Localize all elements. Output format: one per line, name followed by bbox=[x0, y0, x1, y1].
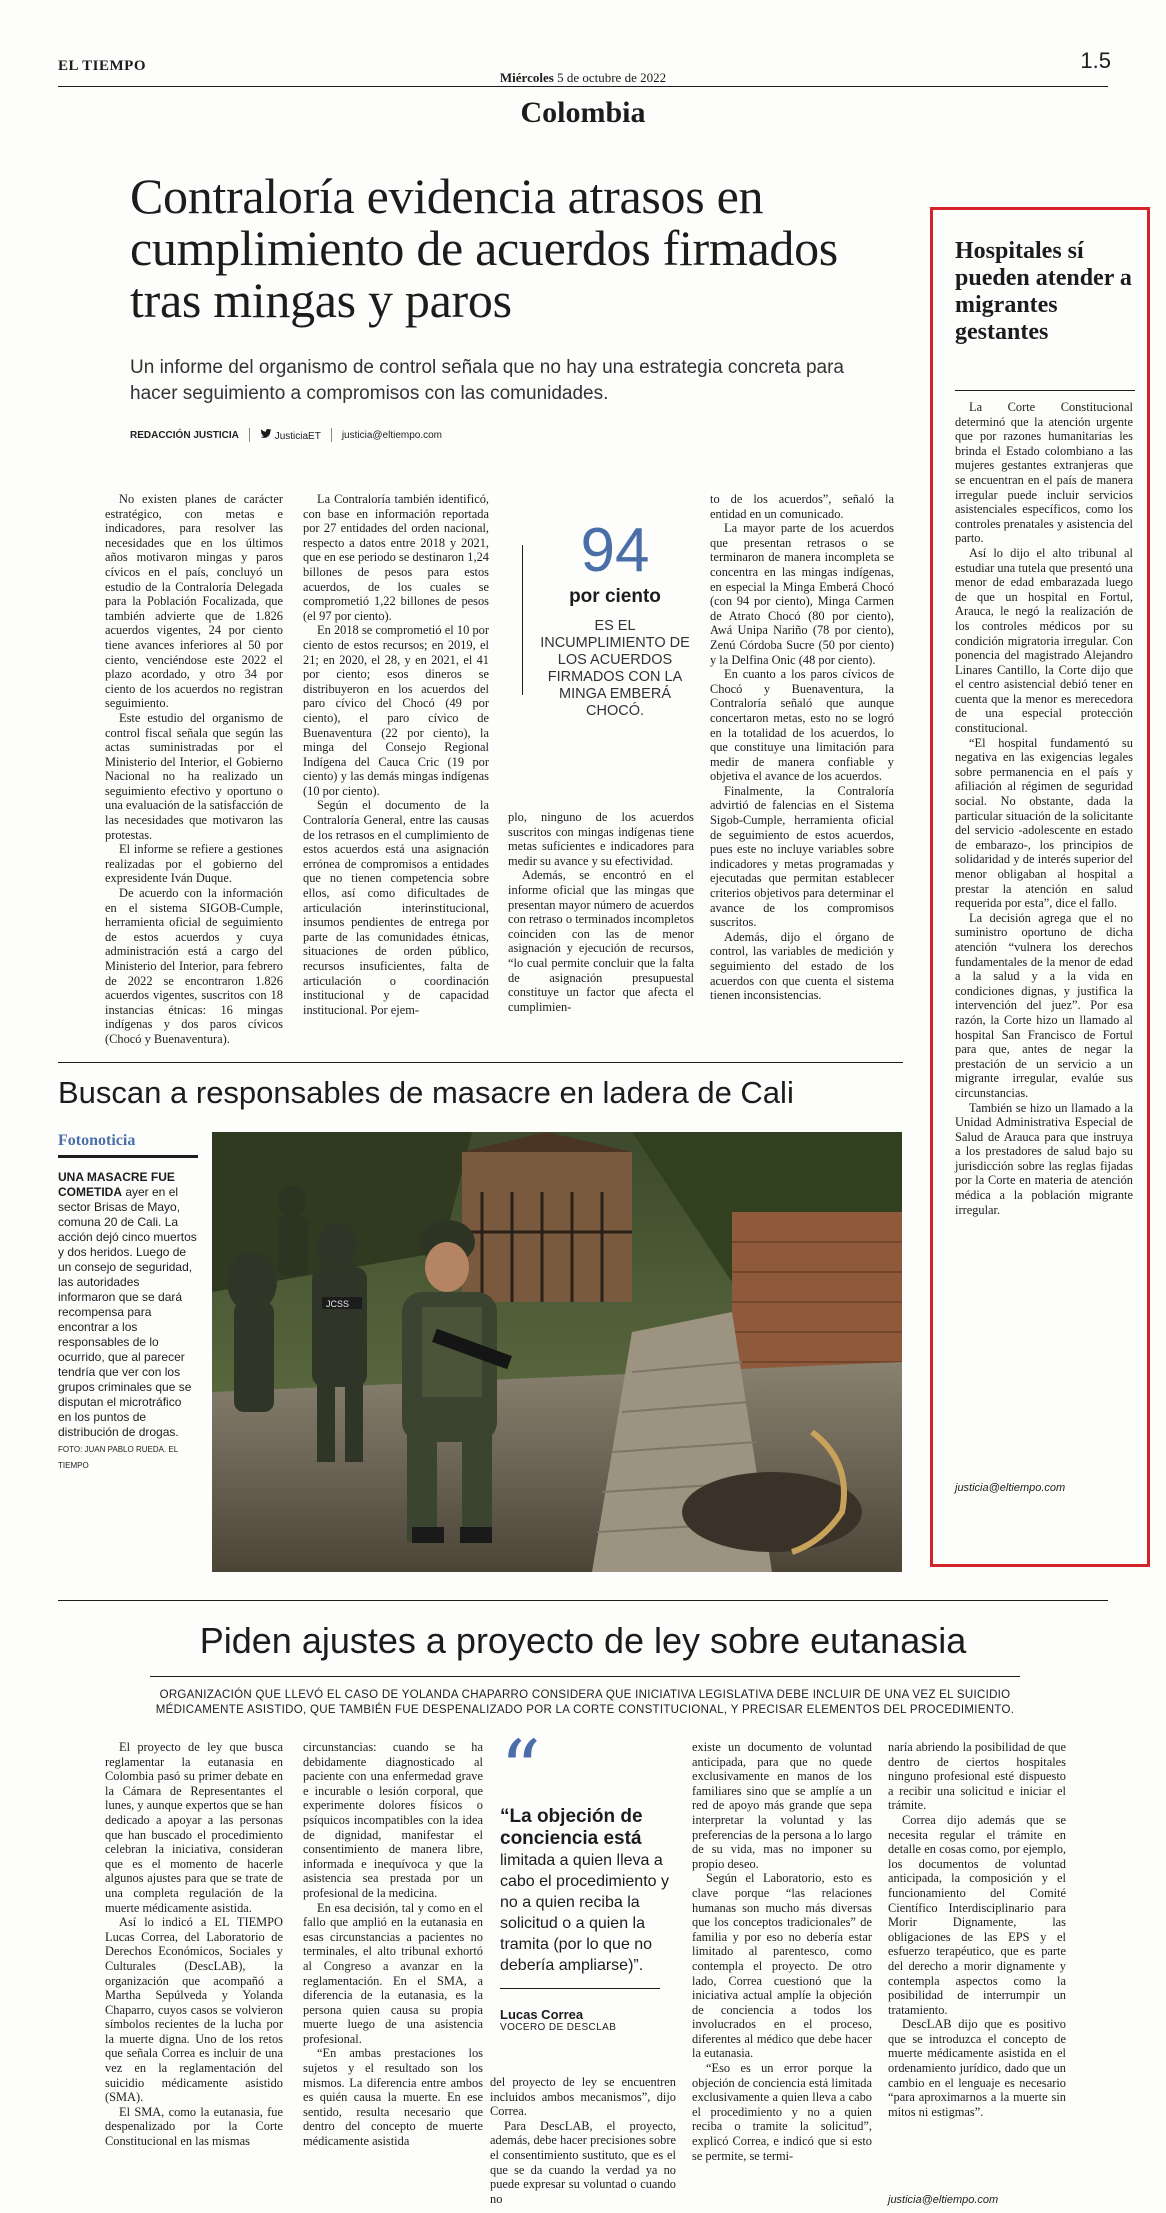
photo-credit: FOTO: JUAN PABLO RUEDA. EL TIEMPO bbox=[58, 1445, 178, 1470]
euthanasia-column-3 bbox=[490, 2075, 676, 2206]
paragraph: De acuerdo con la información en el sistema SIGOB-Cumple, herramienta oficial de seguimiento de estos acuerdos y cuya administración está a cargo del Ministerio del Interior, para febrero de 2022 se encontraron 1.826 acuerdos vigentes, suscritos con 18 instancias étnicas: 16 mingas indígenas y dos paros cívicos (Chocó y Buenaventura). bbox=[105, 886, 283, 1046]
pullquote-rule bbox=[522, 545, 523, 695]
paragraph: Además, dijo el órgano de control, las variables de medición y seguimiento del estado de los acuerdos con que cuenta el sistema tienen inconsistencias. bbox=[710, 929, 894, 1003]
paragraph: del proyecto de ley se encuentren incluidos ambos mecanismos”, dijo Correa. bbox=[490, 2075, 676, 2119]
euthanasia-headline: Piden ajustes a proyecto de ley sobre eutanasia bbox=[199, 1620, 967, 1661]
paragraph: plo, ninguno de los acuerdos suscritos con mingas indígenas tiene metas suficientes e indicadores para medir su avance y su efectividad. bbox=[508, 810, 694, 868]
paragraph: También se hizo un llamado a la Unidad Administrativa Especial de Salud de Arauca para que instruya a los prestadores de salud bajo su jurisdicción sobre las reglas fijadas por la Corte en materia de atención médica a la población migrante irregular. bbox=[955, 1100, 1133, 1217]
paragraph: Este estudio del organismo de control fiscal señala que según las actas suministradas por el Ministerio del Interior, el Gobierno Nacional no ha realizado un seguimiento efectivo y oportuno o una evaluación de la satisfacción de las necesidades que motivaron las protestas. bbox=[105, 710, 283, 842]
main-deck: Un informe del organismo de control señala que no hay una estrategia concreta para hacer seguimiento a compromisos con las comunidades. bbox=[130, 357, 844, 404]
byline-desk: REDACCIÓN JUSTICIA bbox=[130, 429, 239, 441]
sidebar-email[interactable]: justicia@eltiempo.com bbox=[955, 1482, 1066, 1494]
paragraph: En esa decisión, tal y como en el fallo que amplió en la eutanasia en esas circunstancias a pacientes no terminales, el alto tribunal exhortó al Congreso a avanzar en la reglamentación. En el SMA, a diferencia de la eutanasia, es la persona quien causa su propia muerte luego de una asistencia profesional. bbox=[303, 1900, 483, 2046]
euthanasia-column-2 bbox=[303, 1740, 483, 2149]
byline-separator bbox=[331, 428, 332, 442]
paragraph: Según el Laboratorio, esto es clave porque “las relaciones humanas son mucho más diversas que los conceptos tradicionales” de familia y por eso no debería estar limitado al parentesco, como contempla el proyecto. De otro lado, Correa cuestionó que la iniciativa actual amplíe la objeción de conciencia a todos los involucrados en el proceso, diferentes al médico que debe hacer la eutanasia. bbox=[692, 1871, 872, 2061]
byline-separator bbox=[249, 428, 250, 442]
section-title: Colombia bbox=[520, 96, 646, 129]
date-rest: 5 de octubre de 2022 bbox=[553, 70, 667, 85]
paragraph: to de los acuerdos”, señaló la entidad en un comunicado. bbox=[710, 492, 894, 521]
paragraph: circunstancias: cuando se ha debidamente diagnosticado al paciente con una enfermedad grave e incurable o lesión corporal, que experimente dolores físicos o psíquicos incompatibles con la idea de dignidad, manifestar el consentimiento de manera libre, informada e inequívoca y que la asistencia sea prestada por un profesional de la medicina. bbox=[303, 1740, 483, 1900]
main-column-2 bbox=[303, 492, 489, 1017]
quote-mark-icon: “ bbox=[500, 1723, 541, 1816]
stat-unit: por ciento bbox=[569, 586, 661, 607]
newspaper-logo: EL TIEMPO bbox=[58, 58, 146, 74]
quote-text: limitada a quien lleva a cabo el procedimiento y no a quien reciba la solicitud o a quien la tramita (por lo que no debería ampliarse)”. bbox=[500, 1852, 669, 1974]
vest-label: JCSS bbox=[326, 1299, 350, 1309]
sidebar-headline: Hospitales sí pueden atender a migrantes gestantes bbox=[955, 238, 1132, 345]
photo-story-tag-rule bbox=[58, 1155, 198, 1158]
sidebar-body bbox=[955, 400, 1133, 1217]
stat-text: ES EL INCUMPLIMIENTO DE LOS ACUERDOS FIRMADOS CON LA MINGA EMBERÁ CHOCÓ. bbox=[540, 618, 690, 719]
quote-author: Lucas Correa bbox=[500, 2007, 584, 2022]
paragraph: En 2018 se comprometió el 10 por ciento de estos recursos; en 2019, el 21; en 2020, el 28, y en 2021, el 41 por ciento; esos dineros se distribuyeron en los acuerdos del paro cívico del Chocó (49 por ciento), el paro cívico de Buenaventura (22 por ciento), la minga del Consejo Regional Indígena del Cauca Cric (19 por ciento) y las demás mingas indígenas (10 por ciento). bbox=[303, 623, 489, 798]
paragraph: existe un documento de voluntad anticipada, para que no quede exclusivamente en manos de los familiares sino que se amplíe a un red de apoyo más grande que sepa interpretar la voluntad y las preferencias de la persona a lo largo de su vida, mas no imponer su propio deseo. bbox=[692, 1740, 872, 1871]
paragraph: “Eso es un error porque la objeción de conciencia está limitada exclusivamente a quien lleva a cabo el procedimiento y no a quien reciba o tramite la solicitud”, explicó Correa, e indicó que si esto se permite, se termi- bbox=[692, 2061, 872, 2163]
paragraph: Finalmente, la Contraloría advirtió de falencias en el Sistema Sigob-Cumple, herramienta oficial de seguimiento de estos acuerdos, pues este no incluye variables sobre indicadores y metas programadas y ejecutadas que permitan establecer criterios objetivos para determinar el avance de los compromisos suscritos. bbox=[710, 783, 894, 930]
main-column-1 bbox=[105, 492, 283, 1047]
quote-lead: “La objeción de conciencia está bbox=[500, 1806, 643, 1849]
caption-lead: UNA MASACRE FUE COMETIDA bbox=[58, 1170, 175, 1199]
twitter-handle[interactable] bbox=[260, 429, 321, 442]
paragraph: Correa dijo además que se necesita regular el trámite en detalle en cosas como, por ejemplo, los documentos de voluntad anticipada, la composición y el funcionamiento del Comité Científico Interdisciplinario para Morir Dignamente, las obligaciones de las EPS y el esfuerzo terapéutico, que es parte del derecho a morir dignamente y contempla aspectos como la posibilidad de interrumpir un tratamiento. bbox=[888, 1812, 1066, 2017]
paragraph: DescLAB dijo que es positivo que se introduzca el concepto de muerte médicamente asistida en el ordenamiento jurídico, dado que un cambio en el lenguaje es necesario “para aproximarnos a la muerte sin mitos ni estigmas”. bbox=[888, 2017, 1066, 2119]
paragraph: “En ambas prestaciones los sujetos y el resultado son los mismos. La diferencia entre ambos es quién causa la muerte. En ese sentido, resulta necesario que dentro del concepto de muerte médicamente asistida bbox=[303, 2046, 483, 2149]
stat-callout bbox=[540, 516, 690, 720]
photo-story-headline: Buscan a responsables de masacre en ladera de Cali bbox=[58, 1075, 794, 1110]
issue-date bbox=[0, 70, 1166, 86]
paragraph: Para DescLAB, el proyecto, además, debe hacer precisiones sobre el consentimiento sustituto, que es el que se da cuando la verdad ya no puede expresar su voluntad o cuando no bbox=[490, 2118, 676, 2206]
paragraph: El proyecto de ley que busca reglamentar la eutanasia en Colombia pasó su primer debate en la Cámara de Representantes el lunes, y aunque expertos que se han dedicado a apoyar a las personas que han buscado el procedimiento celebran la iniciativa, consideran que es el momento de hacerle algunos ajustes para que se trate de una completa regulación de la muerte médicamente asistida. bbox=[105, 1740, 283, 1915]
euthanasia-column-4 bbox=[692, 1740, 872, 2163]
sidebar-rule bbox=[955, 390, 1135, 391]
euthanasia-deck: ORGANIZACIÓN QUE LLEVÓ EL CASO DE YOLANDA CHAPARRO CONSIDERA QUE INICIATIVA LEGISLATIVA DEBE INCLUIR DE UNA VEZ EL SUICIDIO MÉDICAMENTE ASISTIDO, QUE TAMBIÉN FUE DESPENALIZADO POR LA CORTE CONSTITUCIONAL, Y PRECISAR ELEMENTOS DEL PROCEDIMIENTO. bbox=[155, 1689, 1015, 1716]
photo-caption bbox=[58, 1170, 198, 1473]
paragraph: La Contraloría también identificó, con base en información reportada por 27 entidades del orden nacional, respecto a datos entre 2018 y 2021, que en ese periodo se destinaron 1,24 billones de pesos para estos acuerdos, de los cuales se comprometió 1,22 billones de pesos (el 97 por ciento). bbox=[303, 492, 489, 623]
paragraph: Según el documento de la Contraloría General, entre las causas de los retrasos en el cumplimiento de estos acuerdos está una asignación errónea de compromisos a entidades que no tienen competencia sobre ellos, así como dificultades de articulación interinstitucional, insumos pendientes de entrega por parte de las comunidades étnicas, situaciones de orden público, recursos insuficientes, falta de articulación o coordinación institucional y de capacidad institucional. Por ejem- bbox=[303, 798, 489, 1017]
twitter-handle-text: JusticiaET bbox=[274, 430, 321, 442]
paragraph: naría abriendo la posibilidad de que dentro de ciertos hospitales ninguno profesional esté dispuesto a recibir una solicitud e iniciar el trámite. bbox=[888, 1740, 1066, 1813]
paragraph: El SMA, como la eutanasia, fue despenalizado por la Corte Constitucional en las mismas bbox=[105, 2104, 283, 2149]
paragraph: El informe se refiere a gestiones realizadas por el gobierno del expresidente Iván Duque. bbox=[105, 842, 283, 886]
twitter-icon bbox=[260, 429, 272, 439]
news-photo bbox=[212, 1132, 902, 1572]
quote-rule bbox=[500, 1988, 660, 1989]
section-rule bbox=[58, 1600, 1108, 1601]
main-column-3 bbox=[508, 810, 694, 1014]
byline bbox=[130, 428, 442, 442]
paragraph: Además, se encontró en el informe oficial que las mingas que presentan mayor número de acuerdos con retraso o terminados incompletos coinciden con las de menor asignación y ejecución de recursos, “lo cual permite concluir que la falta de asignación presupuestal constituye un factor que afecta el cumplimien- bbox=[508, 868, 694, 1014]
paragraph: Así lo dijo el alto tribunal al estudiar una tutela que presentó una menor de edad embarazada luego de que un hospital en Fortul, Arauca, le negó la realización de los controles médicos por su condición migratoria irregular. Con ponencia del magistrado Alejandro Linares Cantillo, la Corte dijo que el centro asistencial debió tener en cuenta que la menor es merecedora de una especial protección constitucional. bbox=[955, 545, 1133, 736]
paragraph: La mayor parte de los acuerdos que presentan retrasos o se terminaron de manera incompleta se concentra en las mingas indígenas, en especial la Minga Emberá Chocó (con 94 por ciento), Minga Carmen de Atrato Chocó (80 por ciento), Awá Unipa Nariño (78 por ciento), Zenú Córdoba Sucre (50 por ciento) y la Delfina Onic (48 por ciento). bbox=[710, 521, 894, 667]
pull-quote bbox=[500, 1723, 680, 2033]
main-headline: Contraloría evidencia atrasos en cumplimiento de acuerdos firmados tras mingas y paros bbox=[130, 168, 838, 328]
paragraph: La Corte Constitucional determinó que la atención urgente que por razones humanitarias les brinda el Estado colombiano a las mujeres gestantes extranjeras que se encuentran en el país de manera irregular puede incluir servicios asistenciales específicos, como los controles prenatales y asistencia del parto. bbox=[955, 400, 1133, 546]
euthanasia-email[interactable]: justicia@eltiempo.com bbox=[888, 2194, 999, 2206]
byline-email[interactable]: justicia@eltiempo.com bbox=[341, 429, 442, 441]
deck-rule bbox=[150, 1676, 1020, 1677]
photo-illustration bbox=[212, 1132, 902, 1572]
page-number: 1.5 bbox=[1080, 48, 1111, 73]
photo-story-tag: Fotonoticia bbox=[58, 1132, 136, 1149]
paragraph: La decisión agrega que el no suministro oportuno de dicha atención “vulnera los derechos fundamentales de la menor de edad a la salud y a la vida en condiciones dignas, y justifica la intervención del juez”. Por esa razón, la Corte hizo un llamado al hospital San Francisco de Fortul para que, antes de negar la prestación de un servicio a un migrante irregular, evalúe sus circunstancias. bbox=[955, 910, 1133, 1100]
stat-number: 94 bbox=[580, 516, 650, 585]
paragraph: “El hospital fundamentó su negativa en las exigencias legales sobre permanencia en el país y afiliación al régimen de seguridad social. No obstante, dada la particular situación de la solicitante del servicio -adolescente en estado de embarazo-, los principios de solidaridad y de interés superior del menor obligaban al hospital a prestar la atención en salud requerida por esta”, dice el fallo. bbox=[955, 735, 1133, 911]
date-day: Miércoles bbox=[499, 70, 554, 85]
paragraph: Así lo indicó a EL TIEMPO Lucas Correa, del Laboratorio de Derechos Económicos, Sociales y Culturales (DescLAB), la organización que acompañó a Martha Sepúlveda y Yolanda Chaparro, cuyos casos se volvieron símbolos recientes de la lucha por la muerte digna. Uno de los retos que señala Correa es incluir de una vez en la reglamentación del suicidio médicamente asistido (SMA). bbox=[105, 1915, 283, 2105]
euthanasia-column-5 bbox=[888, 1740, 1066, 2119]
header-rule bbox=[58, 86, 1108, 87]
euthanasia-column-1 bbox=[105, 1740, 283, 2149]
main-column-4 bbox=[710, 492, 894, 1003]
paragraph: En cuanto a los paros cívicos de Chocó y Buenaventura, la Contraloría señaló que aunque concertaron metas, esto no se logró en la totalidad de los acuerdos, lo que constituye una limitación para medir de manera confiable y objetiva el avance de los acuerdos. bbox=[710, 667, 894, 784]
paragraph: No existen planes de carácter estratégico, con metas e indicadores, para resolver las necesidades que en los últimos años motivaron mingas y paros cívicos en el país, concluyó un estudio de la Contraloría Delegada para la Población Focalizada, que también advierte que de 1.826 acuerdos vigentes, 24 por ciento tiene avances inferiores al 50 por ciento, venciéndose este 2022 el plazo acordado, y otro 34 por ciento de los acuerdos no registran seguimiento. bbox=[105, 492, 283, 711]
caption-text: ayer en el sector Brisas de Mayo, comuna 20 de Cali. La acción dejó cinco muertos y dos heridos. Luego de un consejo de seguridad, las autoridades informaron que se dará recompensa para encontrar a los responsables de lo ocurrido, que al parecer tendría que ver con los grupos criminales que se disputan el microtráfico en los puntos de distribución de drogas. bbox=[58, 1185, 197, 1439]
quote-role: VOCERO DE DESCLAB bbox=[500, 2022, 617, 2033]
section-rule bbox=[58, 1062, 903, 1063]
